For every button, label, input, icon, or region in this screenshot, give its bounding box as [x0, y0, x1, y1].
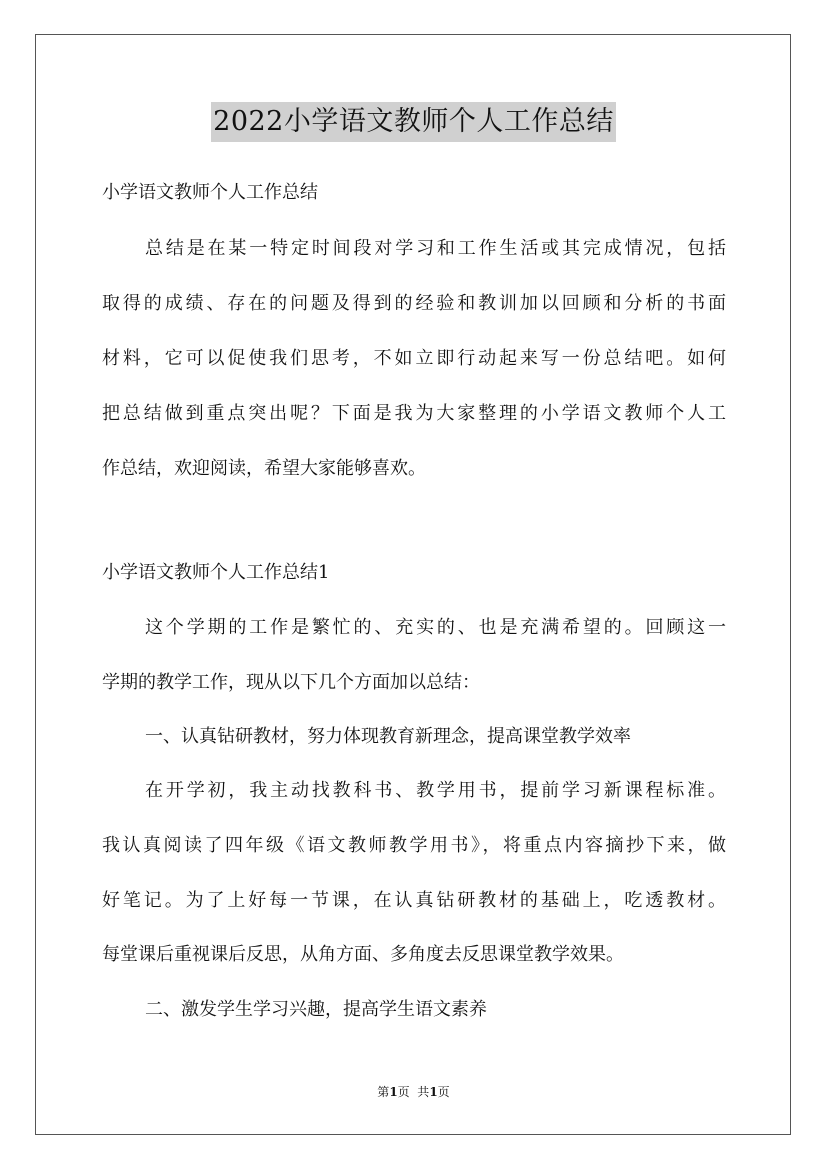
paragraph-line: 这个学期的工作是繁忙的、充实的、也是充满希望的。回顾这一	[145, 617, 726, 638]
paragraph-line: 作总结，欢迎阅读，希望大家能够喜欢。	[102, 458, 426, 479]
footer-page-suffix: 页	[437, 1085, 450, 1099]
page-footer	[0, 1084, 827, 1100]
footer-page-prefix: 第	[377, 1085, 390, 1099]
paragraph-line: 取得的成绩、存在的问题及得到的经验和教训加以回顾和分析的书面	[102, 293, 726, 314]
subtitle-heading: 小学语文教师个人工作总结	[102, 182, 318, 203]
paragraph-line: 学期的教学工作，现从以下几个方面加以总结：	[102, 672, 480, 693]
paragraph-line: 在开学初，我主动找教科书、教学用书，提前学习新课程标准。	[145, 780, 726, 801]
title-container	[0, 102, 827, 142]
subsection-heading: 一、认真钻研教材，努力体现教育新理念，提高课堂教学效率	[145, 726, 631, 747]
paragraph-line: 我认真阅读了四年级《语文教师教学用书》，将重点内容摘抄下来，做	[102, 835, 726, 856]
paragraph-line: 总结是在某一特定时间段对学习和工作生活或其完成情况，包括	[145, 238, 726, 259]
paragraph-line: 每堂课后重视课后反思，从角方面、多角度去反思课堂教学效果。	[102, 944, 624, 965]
footer-page-total: 1	[429, 1085, 438, 1099]
footer-page-current: 1	[389, 1085, 398, 1099]
section-heading: 小学语文教师个人工作总结1	[102, 562, 330, 583]
subsection-heading: 二、激发学生学习兴趣，提高学生语文素养	[145, 999, 487, 1020]
footer-page-mid: 页 共	[397, 1085, 430, 1099]
paragraph-line: 好笔记。为了上好每一节课，在认真钻研教材的基础上，吃透教材。	[102, 890, 726, 911]
paragraph-line: 把总结做到重点突出呢？下面是我为大家整理的小学语文教师个人工	[102, 403, 726, 424]
paragraph-line: 材料，它可以促使我们思考，不如立即行动起来写一份总结吧。如何	[102, 348, 726, 369]
document-title: 2022小学语文教师个人工作总结	[211, 102, 616, 142]
